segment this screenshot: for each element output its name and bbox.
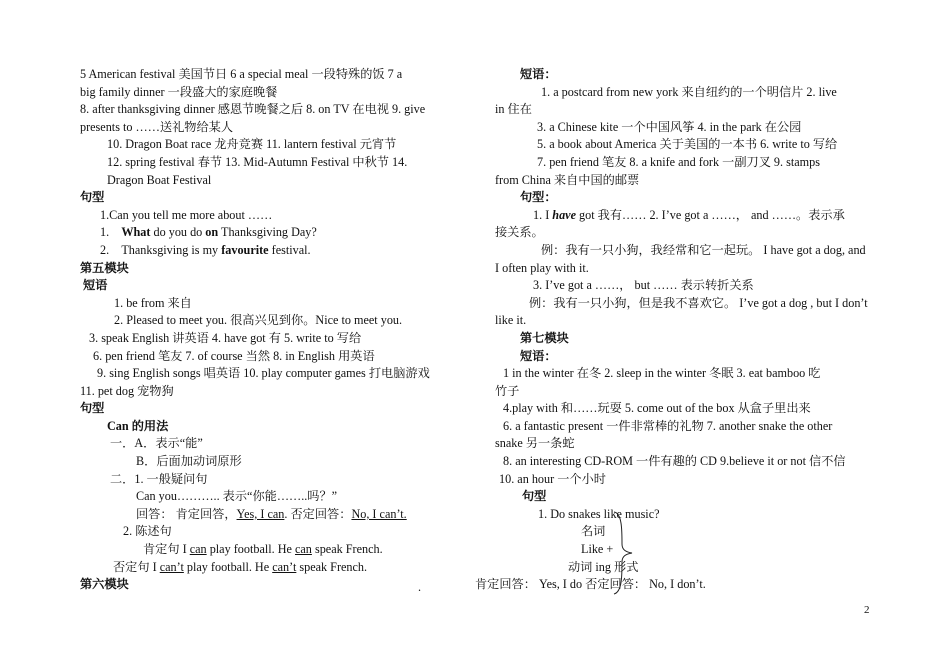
example-line: 例：我有一只小狗，但是我不喜欢它。 I’ve got a dog , but I don’t (529, 295, 868, 310)
stray-dot: . (418, 580, 422, 594)
section-heading: 短语： (520, 67, 557, 81)
example-line: like it. (495, 313, 527, 328)
underlined-word: can (189, 542, 207, 557)
module-heading: 第五模块 (80, 260, 129, 275)
list-number: 2. (100, 242, 110, 257)
no-answer: No, I can’t. (351, 506, 407, 521)
text-segment: 1. I (533, 207, 553, 222)
underlined-word: can’t (272, 559, 297, 574)
phrase-line: from China 来自中国的邮票 (495, 172, 640, 187)
sentence-line: 3. I’ve got a ……， but …… 表示转折关系 (533, 278, 754, 293)
text-segment: 否定句 I (113, 559, 160, 574)
bold-italic-word: have (552, 207, 576, 222)
phrase-line: big family dinner 一段盛大的家庭晚餐 (80, 84, 278, 99)
subsection-heading: Can 的用法 (107, 418, 169, 433)
phrase-line: in 住在 (495, 102, 532, 117)
phrase-line: Dragon Boat Festival (107, 172, 212, 187)
phrase-line: 8. an interesting CD-ROM 一件有趣的 CD 9.believe it or not 信不信 (503, 454, 846, 469)
phrase-line: 12. spring festival 春节 13. Mid-Autumn Festival 中秋节 14. (107, 154, 408, 169)
text-segment: speak French. (296, 559, 368, 574)
phrase-line: 7. pen friend 笔友 8. a knife and fork 一副刀叉 9. stamps (537, 154, 820, 169)
usage-line: B．后面加动词原形 (136, 454, 242, 469)
phrase-line: 3. a Chinese kite 一个中国风筝 4. in the park 在公园 (537, 119, 802, 134)
phrase-line: 1 in the winter 在冬 2. sleep in the winter 冬眠 3. eat bamboo 吃 (503, 366, 821, 381)
usage-line: 二．1. 一般疑问句 (110, 471, 208, 486)
phrase-line: 5. a book about America 关于美国的一本书 6. write to 写给 (537, 137, 838, 152)
module-heading: 第六模块 (80, 577, 129, 592)
phrase-line: 3. speak English 讲英语 4. have got 有 5. write to 写给 (89, 330, 362, 345)
phrase-line: 竹子 (495, 383, 520, 398)
phrase-line: 6. a fantastic present 一件非常棒的礼物 7. another snake the other (503, 418, 833, 433)
example-line (80, 559, 456, 577)
example-line: I often play with it. (495, 260, 589, 275)
section-heading: 句型： (520, 190, 557, 205)
underlined-word: can’t (159, 559, 184, 574)
phrase-line: 2. Pleased to meet you. 很高兴见到你。Nice to meet you. (114, 313, 403, 328)
sentence-line (495, 207, 871, 225)
pattern-option: 动词 ing 形式 (568, 559, 639, 574)
text-segment: play football. He (183, 559, 273, 574)
phrase-line: 1. be from 来自 (114, 295, 192, 310)
answer-line: 肯定回答： Yes, I do 否定回答： No, I don’t. (475, 577, 706, 592)
usage-line: 一．A．表示“能” (110, 436, 203, 451)
phrase-line: 10. Dragon Boat race 龙舟竞赛 11. lantern festival 元宵节 (107, 137, 397, 152)
usage-line: 2. 陈述句 (123, 524, 172, 539)
text-segment: speak French. (311, 542, 383, 557)
phrase-line: 4.play with 和……玩耍 5. come out of the box 从盒子里出来 (503, 401, 811, 416)
section-heading: 短语： (520, 348, 557, 363)
left-column (80, 66, 456, 594)
phrase-line: presents to ……送礼物给某人 (80, 119, 234, 134)
yes-answer: Yes, I can (236, 506, 285, 521)
pattern-option: 名词 (581, 524, 606, 539)
bold-word: What (121, 225, 151, 240)
section-heading: 句型 (522, 489, 547, 504)
text-segment: Thanksgiving Day? (218, 225, 317, 240)
bold-word: on (205, 225, 219, 240)
page-number: 2 (864, 604, 870, 616)
example-line (80, 541, 456, 559)
text-segment: Thanksgiving is my (121, 242, 222, 257)
sentence-line: 接关系。 (495, 225, 544, 240)
example-line: 例：我有一只小狗，我经常和它一起玩。 I have got a dog, and (541, 242, 866, 257)
section-heading: 短语 (83, 278, 108, 293)
bold-word: favourite (221, 242, 269, 257)
section-heading: 句型 (80, 190, 105, 205)
module-heading: 第七模块 (520, 330, 569, 345)
text-segment: 回答： 肯定回答， (136, 506, 237, 521)
text-segment: play football. He (206, 542, 295, 557)
brace-icon (606, 510, 646, 596)
usage-line: Can you……….. 表示“你能……..吗？” (136, 489, 338, 504)
section-heading: 句型 (80, 401, 105, 416)
phrase-line: 11. pet dog 宠物狗 (80, 383, 174, 398)
phrase-line: snake 另一条蛇 (495, 436, 575, 451)
sentence-line: 1.Can you tell me more about …… (100, 207, 273, 222)
phrase-line: 10. an hour 一个小时 (499, 471, 606, 486)
text-segment: festival. (268, 242, 311, 257)
sentence-line (80, 224, 456, 242)
phrase-line: 8. after thanksgiving dinner 感恩节晚餐之后 8. on TV 在电视 9. give (80, 102, 426, 117)
text-segment: . 否定回答： (284, 506, 352, 521)
text-segment: do you do (150, 225, 206, 240)
phrase-line: 1. a postcard from new york 来自纽约的一个明信片 2. live (541, 84, 837, 99)
sentence-line (80, 242, 456, 260)
text-segment: got 我有…… 2. I’ve got a ……， and ……。表示承 (576, 207, 845, 222)
pattern-option: Like + (581, 542, 614, 557)
phrase-line: 6. pen friend 笔友 7. of course 当然 8. in English 用英语 (93, 348, 375, 363)
answer-line (80, 506, 456, 524)
right-column (475, 66, 871, 594)
sentence-line: 1. Do snakes like music? (538, 506, 660, 521)
list-number: 1. (100, 225, 110, 240)
underlined-word: can (294, 542, 312, 557)
phrase-line: 5 American festival 美国节日 6 a special meal 一段特殊的饭 7 a (80, 67, 403, 81)
text-segment: 肯定句 I (143, 542, 190, 557)
phrase-line: 9. sing English songs 唱英语 10. play computer games 打电脑游戏 (97, 366, 430, 381)
